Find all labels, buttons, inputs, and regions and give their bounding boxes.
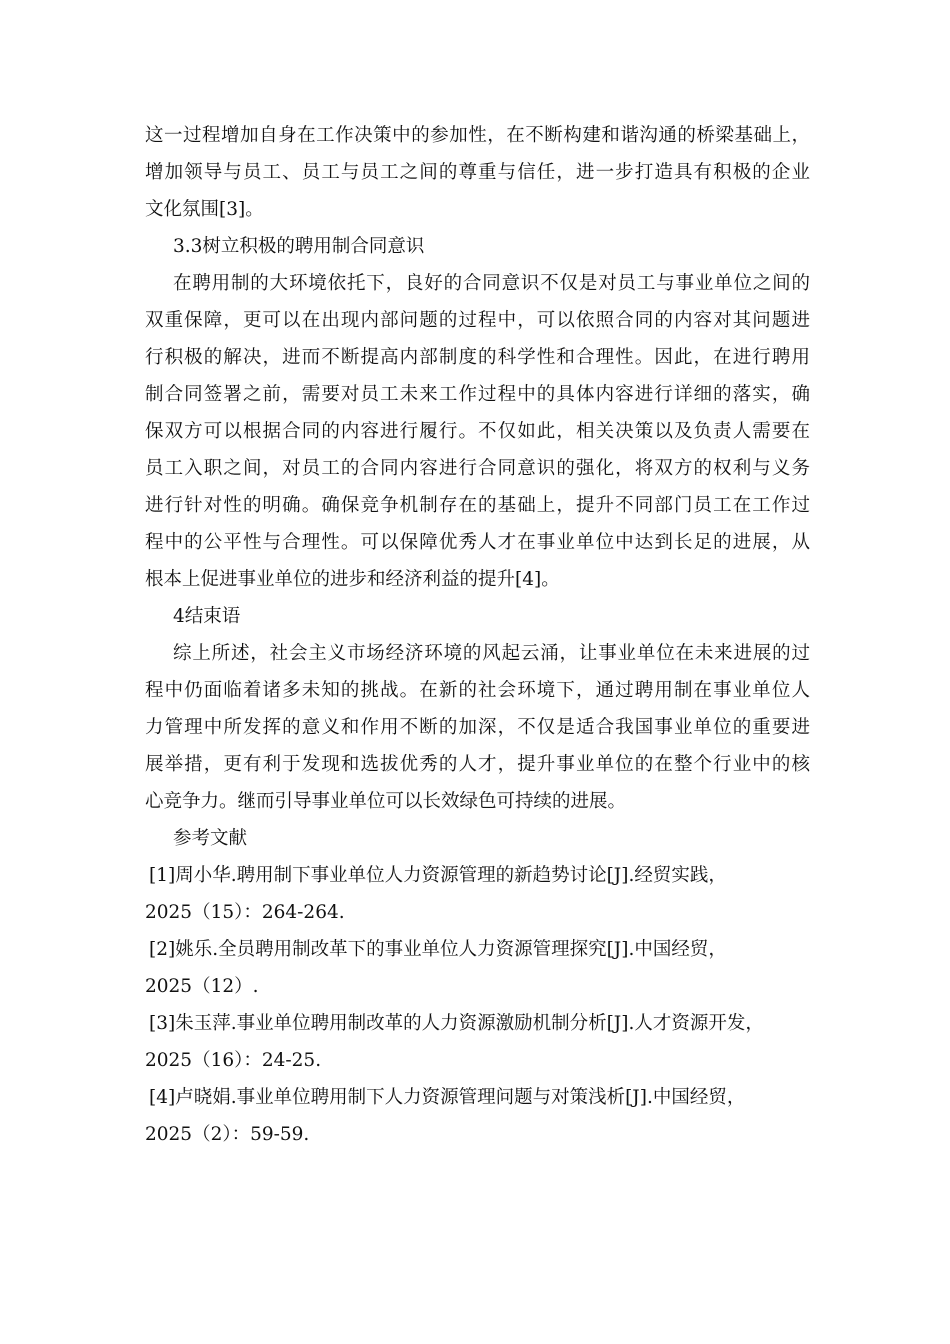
section-heading-3-3: 3.3树立积极的聘用制合同意识 xyxy=(173,236,425,257)
text-line: 程中的公平性与合理性。可以保障优秀人才在事业单位中达到长足的进展，从 xyxy=(145,532,810,553)
text-line: 增加领导与员工、员工与员工之间的尊重与信任，进一步打造具有积极的企业 xyxy=(145,162,810,183)
text-line: 心竞争力。继而引导事业单位可以长效绿色可持续的进展。 xyxy=(145,791,627,812)
text-line: 这一过程增加自身在工作决策中的参加性，在不断构建和谐沟通的桥梁基础上， xyxy=(145,125,810,146)
references-heading: 参考文献 xyxy=(173,828,248,849)
text-line: 根本上促进事业单位的进步和经济利益的提升[4]。 xyxy=(145,569,560,590)
text-line: 在聘用制的大环境依托下，良好的合同意识不仅是对员工与事业单位之间的 xyxy=(173,273,810,294)
reference-line: [3]朱玉萍.事业单位聘用制改革的人力资源激励机制分析[J].人才资源开发， xyxy=(149,1013,764,1034)
reference-item xyxy=(145,857,810,931)
reference-line: 2025（12）. xyxy=(145,976,259,997)
reference-line: 2025（16）：24-25. xyxy=(145,1050,322,1071)
references-list xyxy=(145,857,810,1153)
paragraph-2 xyxy=(145,265,810,598)
reference-item xyxy=(145,1005,810,1079)
reference-item xyxy=(145,1079,810,1153)
text-line: 进行针对性的明确。确保竞争机制存在的基础上，提升不同部门员工在工作过 xyxy=(145,495,810,516)
reference-line: 2025（2）：59-59. xyxy=(145,1124,310,1145)
document-page xyxy=(145,117,810,1153)
reference-line: [4]卢晓娟.事业单位聘用制下人力资源管理问题与对策浅析[J].中国经贸， xyxy=(149,1087,746,1108)
reference-line: [1]周小华.聘用制下事业单位人力资源管理的新趋势讨论[J].经贸实践， xyxy=(149,865,727,886)
text-line: 文化氛围[3]。 xyxy=(145,199,264,220)
text-line: 制合同签署之前，需要对员工未来工作过程中的具体内容进行详细的落实，确 xyxy=(145,384,810,405)
section-heading-4: 4结束语 xyxy=(173,606,241,627)
text-line: 程中仍面临着诸多未知的挑战。在新的社会环境下，通过聘用制在事业单位人 xyxy=(145,680,810,701)
paragraph-3 xyxy=(145,635,810,820)
text-line: 员工入职之间，对员工的合同内容进行合同意识的强化，将双方的权利与义务 xyxy=(145,458,810,479)
paragraph-1 xyxy=(145,117,810,228)
text-line: 保双方可以根据合同的内容进行履行。不仅如此，相关决策以及负责人需要在 xyxy=(145,421,810,442)
text-line: 行积极的解决，进而不断提高内部制度的科学性和合理性。因此，在进行聘用 xyxy=(145,347,810,368)
reference-item xyxy=(145,931,810,1005)
text-line: 展举措，更有利于发现和选拔优秀的人才，提升事业单位的在整个行业中的核 xyxy=(145,754,810,775)
text-line: 双重保障，更可以在出现内部问题的过程中，可以依照合同的内容对其问题进 xyxy=(145,310,810,331)
reference-line: 2025（15）：264-264. xyxy=(145,902,345,923)
text-line: 综上所述，社会主义市场经济环境的风起云涌，让事业单位在未来进展的过 xyxy=(173,643,810,664)
reference-line: [2]姚乐.全员聘用制改革下的事业单位人力资源管理探究[J].中国经贸， xyxy=(149,939,727,960)
text-line: 力管理中所发挥的意义和作用不断的加深，不仅是适合我国事业单位的重要进 xyxy=(145,717,810,738)
